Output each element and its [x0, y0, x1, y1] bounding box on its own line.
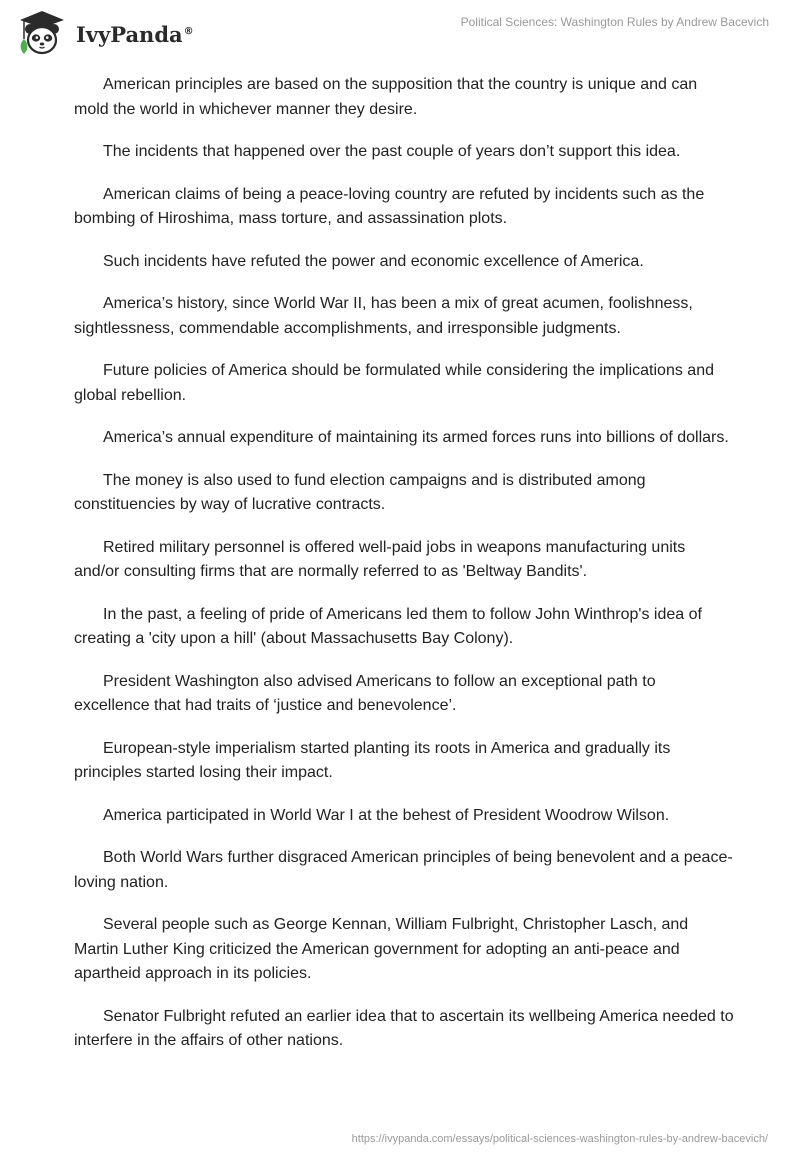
document-title: Political Sciences: Washington Rules by Andrew Bacevich: [460, 15, 769, 29]
paragraph: Such incidents have refuted the power and economic excellence of America.: [103, 252, 644, 270]
paragraph: American claims of being a peace-loving country are refuted by incidents such as the bombing of Hiroshima, mass torture, and assassination plots.: [74, 185, 705, 227]
paragraph: President Washington also advised Americans to follow an exceptional path to excellence that had traits of ‘justice and benevolence’.: [74, 672, 656, 714]
essay-body: [74, 73, 734, 1072]
paragraph: European-style imperialism started planting its roots in America and gradually its principles started losing their impact.: [74, 739, 671, 781]
paragraph: America’s annual expenditure of maintaining its armed forces runs into billions of dollars.: [103, 429, 729, 446]
ivypanda-logo[interactable]: [14, 8, 194, 58]
paragraph: America participated in World War I at the behest of President Woodrow Wilson.: [103, 806, 670, 824]
paragraph: Several people such as George Kennan, William Fulbright, Christopher Lasch, and Martin Luther King criticized the American government for adopting an anti-peace and apartheid approach in its policies.: [74, 916, 689, 982]
page-header: [0, 0, 800, 70]
paragraph: The incidents that happened over the past couple of years don’t support this idea.: [103, 143, 681, 160]
paragraph: Future policies of America should be formulated while considering the implications and global rebellion.: [74, 362, 714, 404]
paragraph: In the past, a feeling of pride of Americans led them to follow John Winthrop's idea of creating a 'city upon a hill' (about Massachusetts Bay Colony).: [74, 605, 702, 647]
registered-mark: ®: [183, 25, 194, 37]
logo-wordmark: IvyPanda®: [76, 21, 194, 47]
paragraph: America’s history, since World War II, has been a mix of great acumen, foolishness, sightlessness, commendable accomplishments, and irresponsible judgments.: [74, 295, 693, 337]
source-url-link[interactable]: https://ivypanda.com/essays/political-sciences-washington-rules-by-andrew-bacevich/: [351, 1133, 768, 1145]
paragraph: American principles are based on the supposition that the country is unique and can mold the world in whichever manner they desire.: [74, 76, 698, 118]
paragraph: Senator Fulbright refuted an earlier idea that to ascertain its wellbeing America needed to interfere in the affairs of other nations.: [74, 1007, 734, 1049]
paragraph: The money is also used to fund election campaigns and is distributed among constituencies by way of lucrative contracts.: [74, 471, 646, 513]
paragraph: Both World Wars further disgraced American principles of being benevolent and a peace-loving nation.: [74, 849, 733, 891]
paragraph: Retired military personnel is offered well-paid jobs in weapons manufacturing units and/or consulting firms that are normally referred to as 'Beltway Bandits'.: [74, 538, 686, 580]
panda-graduate-icon: [14, 8, 70, 58]
